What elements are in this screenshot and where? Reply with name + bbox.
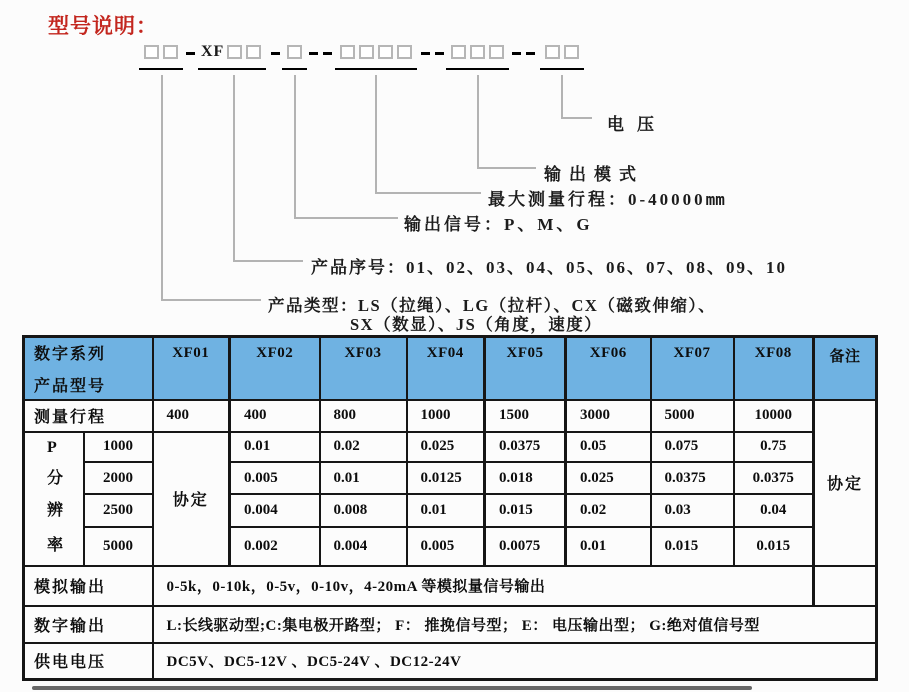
resolution-value: 0.0375 xyxy=(651,462,734,494)
resolution-value: 0.018 xyxy=(485,462,566,494)
info-row-label: 供电电压 xyxy=(24,643,153,680)
connector-line-voltage xyxy=(561,117,592,119)
travel-value-XF02: 400 xyxy=(230,400,320,432)
resolution-value: 0.01 xyxy=(320,462,407,494)
info-row-content: 0-5k，0-10k，0-5v，0-10v，4-20mA 等模拟量信号输出 xyxy=(153,566,814,606)
travel-value-XF07: 5000 xyxy=(651,400,734,432)
header-label-line: 数字系列 xyxy=(34,345,107,363)
info-row-label: 模拟输出 xyxy=(24,566,153,606)
model-digit-box xyxy=(163,45,178,59)
resolution-axis-char: 率 xyxy=(47,536,64,554)
resolution-axis-char: P xyxy=(47,438,57,456)
model-digit-box xyxy=(287,45,302,59)
dash-separator xyxy=(186,52,195,55)
resolution-value: 0.025 xyxy=(407,432,485,462)
resolution-value: 0.01 xyxy=(230,432,320,462)
connector-line-output-mode xyxy=(477,167,536,169)
model-digit-box xyxy=(359,45,374,59)
model-digit-box xyxy=(227,45,242,59)
resolution-value: 0.01 xyxy=(566,527,651,566)
info-row-content: L:长线驱动型;C:集电极开路型； F： 推挽信号型； E： 电压输出型； G:绝对值信号型 xyxy=(153,606,877,643)
xf01-agreement-cell: 协定 xyxy=(153,432,230,566)
resolution-value: 0.015 xyxy=(485,494,566,526)
travel-row-label: 测量行程 xyxy=(24,400,153,432)
resolution-value: 0.015 xyxy=(651,527,734,566)
resolution-value: 0.75 xyxy=(734,432,814,462)
bottom-edge-artifact xyxy=(32,686,752,690)
double-dash-separator xyxy=(512,52,521,55)
resolution-value: 0.03 xyxy=(651,494,734,526)
annotation-max-travel-unit: mm xyxy=(705,190,725,209)
resolution-value: 0.008 xyxy=(320,494,407,526)
model-group-voltage xyxy=(540,43,584,70)
table-row-travel xyxy=(24,400,877,432)
info-row-label: 数字输出 xyxy=(24,606,153,643)
resolution-value: 0.075 xyxy=(651,432,734,462)
remark-agreement-cell: 协定 xyxy=(814,400,877,566)
page-title: 型号说明： xyxy=(48,15,158,38)
annotation-product-type-line2: SX（数显）、JS（角度，速度） xyxy=(350,315,603,334)
resolution-value: 0.015 xyxy=(734,527,814,566)
model-group-product-type xyxy=(139,43,183,70)
resolution-axis-label xyxy=(24,432,84,566)
table-header-XF06: XF06 xyxy=(566,337,651,400)
model-group-series xyxy=(198,43,266,70)
travel-value-XF08: 10000 xyxy=(734,400,814,432)
resolution-value: 0.025 xyxy=(566,462,651,494)
model-group-output-signal xyxy=(282,43,307,70)
resolution-value: 0.0075 xyxy=(485,527,566,566)
table-header-XF08: XF08 xyxy=(734,337,814,400)
remark-empty-cell xyxy=(814,566,877,606)
model-digit-box xyxy=(397,45,412,59)
spec-table xyxy=(22,335,878,681)
annotation-output-signal: 输出信号：P、M、G xyxy=(404,215,593,234)
annotation-voltage: 电压 xyxy=(607,115,667,134)
table-row-info xyxy=(24,566,877,606)
model-digit-box xyxy=(545,45,560,59)
model-digit-box xyxy=(340,45,355,59)
resolution-points: 2500 xyxy=(84,494,153,526)
travel-value-XF01: 400 xyxy=(153,400,230,432)
annotation-output-mode: 输出模式 xyxy=(544,165,644,184)
table-header-XF01: XF01 xyxy=(153,337,230,400)
resolution-value: 0.02 xyxy=(320,432,407,462)
table-row-resolution xyxy=(24,432,877,462)
double-dash-separator xyxy=(421,52,430,55)
model-group-output-mode xyxy=(446,43,509,70)
connector-line-voltage xyxy=(561,75,563,119)
resolution-points: 1000 xyxy=(84,432,153,462)
resolution-axis-char: 分 xyxy=(47,469,64,487)
resolution-value: 0.0375 xyxy=(485,432,566,462)
resolution-value: 0.004 xyxy=(320,527,407,566)
table-header-XF04: XF04 xyxy=(407,337,485,400)
resolution-points: 2000 xyxy=(84,462,153,494)
connector-line-product-serial xyxy=(233,75,235,262)
table-row-info xyxy=(24,643,877,680)
model-digit-box xyxy=(144,45,159,59)
travel-value-XF03: 800 xyxy=(320,400,407,432)
table-row-resolution xyxy=(24,462,877,494)
annotation-product-type-line1: 产品类型：LS（拉绳）、LG（拉杆）、CX（磁致伸缩）、 xyxy=(268,296,717,315)
model-digit-box xyxy=(470,45,485,59)
connector-line-max-travel xyxy=(375,192,481,194)
table-row-resolution xyxy=(24,494,877,526)
annotation-max-travel xyxy=(488,185,725,210)
model-digit-box xyxy=(489,45,504,59)
header-label-line: 产品型号 xyxy=(34,377,107,395)
resolution-axis-char: 辨 xyxy=(47,501,64,519)
model-digit-box xyxy=(378,45,393,59)
model-digit-box xyxy=(451,45,466,59)
resolution-value: 0.005 xyxy=(407,527,485,566)
table-row-resolution xyxy=(24,527,877,566)
connector-line-max-travel xyxy=(375,75,377,194)
annotation-product-serial: 产品序号：01、02、03、04、05、06、07、08、09、10 xyxy=(311,258,787,277)
travel-value-XF05: 1500 xyxy=(485,400,566,432)
connector-line-output-signal xyxy=(294,75,296,219)
resolution-value: 0.01 xyxy=(407,494,485,526)
model-group-max-travel xyxy=(335,43,417,70)
connector-line-product-type xyxy=(161,75,163,301)
resolution-value: 0.004 xyxy=(230,494,320,526)
table-row-info xyxy=(24,606,877,643)
resolution-value: 0.005 xyxy=(230,462,320,494)
info-row-content: DC5V、DC5-12V 、DC5-24V 、DC12-24V xyxy=(153,643,877,680)
resolution-value: 0.04 xyxy=(734,494,814,526)
model-digit-box xyxy=(246,45,261,59)
dash-separator xyxy=(271,52,280,55)
resolution-value: 0.0125 xyxy=(407,462,485,494)
model-digit-box xyxy=(564,45,579,59)
table-header-XF02: XF02 xyxy=(230,337,320,400)
connector-line-output-mode xyxy=(477,75,479,169)
resolution-value: 0.05 xyxy=(566,432,651,462)
travel-value-XF04: 1000 xyxy=(407,400,485,432)
connector-line-product-type xyxy=(161,299,261,301)
travel-value-XF06: 3000 xyxy=(566,400,651,432)
connector-line-output-signal xyxy=(294,217,398,219)
table-header-remark: 备注 xyxy=(814,337,877,400)
double-dash-separator xyxy=(309,52,318,55)
resolution-value: 0.02 xyxy=(566,494,651,526)
connector-line-product-serial xyxy=(233,260,303,262)
resolution-points: 5000 xyxy=(84,527,153,566)
table-header-XF07: XF07 xyxy=(651,337,734,400)
model-prefix-text: XF xyxy=(201,43,225,61)
annotation-max-travel-text: 最大测量行程：0-40000 xyxy=(488,190,706,209)
resolution-value: 0.002 xyxy=(230,527,320,566)
table-header-XF05: XF05 xyxy=(485,337,566,400)
resolution-value: 0.0375 xyxy=(734,462,814,494)
table-header-series-label xyxy=(24,337,153,400)
table-header-XF03: XF03 xyxy=(320,337,407,400)
